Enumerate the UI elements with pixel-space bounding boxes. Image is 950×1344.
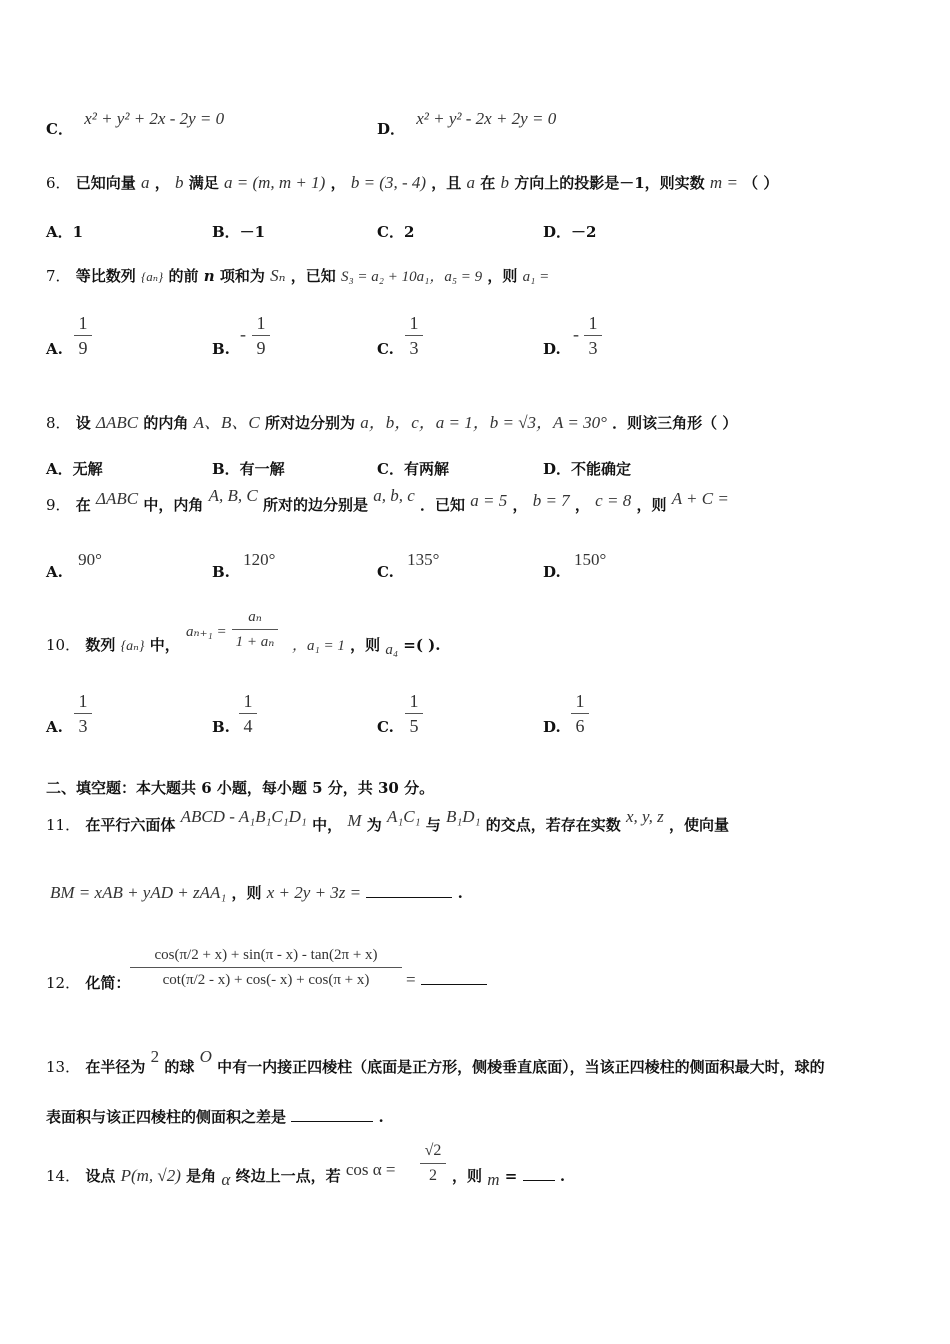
q8-option-b: B．有一解	[212, 460, 285, 478]
question-text: 满足	[188, 174, 219, 192]
question-number: 8．	[46, 414, 71, 432]
fraction-numerator: 1	[409, 313, 419, 333]
question-text: ，则	[350, 636, 381, 654]
math-expr: O	[199, 1047, 212, 1066]
q6-option-c: C．2	[377, 223, 415, 241]
q6-option-a: A．1	[46, 223, 84, 241]
question-text: 方向上的投影是－1，则实数	[514, 174, 705, 192]
q10-option-a-fraction	[74, 690, 92, 737]
question-text: ，	[512, 496, 528, 514]
math-expr: ，a₁ = 1	[292, 638, 345, 654]
fraction-denominator: 3	[409, 338, 419, 358]
fraction-denominator: 5	[409, 716, 419, 736]
question-text: ，则	[452, 1167, 483, 1185]
option-label: C．	[46, 120, 73, 138]
q5-option-d	[377, 109, 557, 138]
math-expr: =	[406, 970, 416, 989]
question-text: 与	[425, 816, 441, 834]
fraction-denominator: 9	[78, 338, 88, 358]
math-expr: {aₙ}	[120, 639, 145, 654]
math-expr: M	[347, 811, 362, 830]
fraction-denominator: 3	[78, 716, 88, 736]
answer-blank[interactable]	[291, 1121, 373, 1122]
math-expr: b = (3, - 4)	[350, 173, 427, 192]
q9-option-c	[377, 550, 440, 582]
question-number: 14．	[46, 1167, 81, 1185]
q9-option-a	[46, 550, 102, 582]
question-text: ．则该三角形（ ）	[612, 414, 738, 432]
question-text: 在平行六面体	[85, 816, 176, 834]
math-expr: m	[487, 1170, 500, 1189]
question-text: ，已知	[290, 267, 336, 285]
q10-option-b-label: B.	[212, 718, 230, 736]
question-text: （ ）	[743, 174, 779, 192]
fraction-numerator: aₙ	[248, 609, 262, 625]
question-text: 的前	[168, 267, 199, 285]
math-expr: S₃ = a₂ + 10a₁，a₅ = 9	[340, 269, 483, 285]
question-text: .	[457, 884, 463, 902]
question-number: 6．	[46, 174, 71, 192]
question-text: 项和为	[219, 267, 265, 285]
question-text: 数列	[85, 636, 116, 654]
math-expr: a，b，c，a = 1，b = √3，A = 30°	[360, 413, 607, 432]
section-heading: 二、填空题：本大题共 6 小题，每小题 5 分，共 30 分。	[46, 779, 435, 797]
question-number: 7．	[46, 267, 71, 285]
question-8	[46, 408, 737, 433]
question-text: 的内角	[143, 414, 189, 432]
question-text: 终边上一点，若	[235, 1167, 341, 1185]
fraction-numerator: cos(π/2 + x) + sin(π - x) - tan(2π + x)	[154, 947, 378, 963]
q5-option-c	[46, 109, 225, 138]
question-text: 中，内角	[143, 496, 204, 514]
math-expr: b = 7	[532, 491, 570, 510]
question-number: 9．	[46, 496, 71, 514]
option-value: 150°	[573, 550, 607, 569]
question-13	[46, 1047, 825, 1077]
math-expr: a	[466, 173, 476, 192]
question-text: .	[559, 1167, 566, 1185]
question-text: 的球	[164, 1058, 195, 1076]
answer-blank[interactable]	[421, 984, 487, 985]
option-label: C.	[377, 563, 394, 581]
q7-option-d-fraction	[584, 312, 602, 359]
q10-option-d-fraction	[571, 690, 589, 737]
math-expr: A、B、C	[193, 413, 260, 432]
q7-option-a-label: A.	[46, 340, 63, 358]
q7-option-c-label: C.	[377, 340, 394, 358]
question-text: 所对的边分别是	[262, 496, 368, 514]
q6-option-d: D．－2	[543, 223, 597, 241]
question-text: 在半径为	[85, 1058, 146, 1076]
question-text: 所对边分别为	[264, 414, 355, 432]
math-expr: x + 2y + 3z =	[266, 883, 362, 902]
math-expr: ΔABC	[96, 413, 139, 432]
option-math: x² + y² + 2x - 2y = 0	[84, 109, 225, 128]
question-text: 等比数列	[75, 267, 136, 285]
option-label: D.	[543, 563, 561, 581]
question-text: 在	[75, 496, 91, 514]
question-number: 11．	[46, 816, 81, 834]
question-number: 13．	[46, 1058, 81, 1076]
fraction-denominator: 6	[575, 716, 585, 736]
math-expr: Sₙ	[270, 266, 286, 285]
question-number: 12．	[46, 974, 81, 992]
question-text: ．已知	[419, 496, 465, 514]
question-number: 10．	[46, 636, 81, 654]
q12-expression-fraction	[130, 944, 402, 991]
q6-option-b: B．－1	[212, 223, 266, 241]
math-expr: m =	[709, 173, 738, 192]
question-text: =	[504, 1167, 518, 1185]
q10-recurrence-fraction	[232, 606, 278, 653]
math-expr: A₁C₁	[386, 807, 421, 826]
q9-option-b	[212, 550, 276, 582]
question-text: ，则	[636, 496, 667, 514]
question-text: 中，	[149, 636, 180, 654]
q7-option-a-fraction	[74, 312, 92, 359]
answer-blank[interactable]	[366, 897, 452, 898]
fraction-denominator: cot(π/2 - x) + cos(- x) + cos(π + x)	[162, 972, 370, 988]
q9-option-d	[543, 550, 607, 582]
question-text: 是角	[186, 1167, 217, 1185]
math-expr: a = 5	[470, 491, 508, 510]
question-text: 在	[480, 174, 496, 192]
math-expr: {aₙ}	[141, 269, 164, 284]
math-expr: A + C =	[671, 489, 729, 508]
fraction-denominator: 9	[256, 338, 266, 358]
question-text: ，使向量	[669, 816, 730, 834]
question-text: n	[203, 267, 215, 285]
question-10-tail	[292, 634, 441, 658]
math-expr: P(m, √2)	[120, 1166, 181, 1185]
question-text: 中，	[312, 816, 343, 834]
fraction-numerator: √2	[424, 1142, 442, 1159]
question-text: 为	[366, 816, 382, 834]
option-value: 135°	[407, 550, 440, 569]
fraction-numerator: 1	[243, 691, 253, 711]
math-expr: α	[221, 1170, 231, 1189]
fraction-numerator: 1	[575, 691, 585, 711]
fraction-numerator: 1	[78, 691, 88, 711]
question-text: 表面积与该正四棱柱的侧面积之差是	[46, 1108, 287, 1126]
question-12-answer	[406, 970, 487, 990]
question-9	[46, 486, 729, 515]
question-text: ，	[154, 174, 170, 192]
math-expr: A, B, C	[208, 486, 258, 505]
math-expr: c = 8	[595, 491, 632, 510]
q10-option-c-label: C.	[377, 718, 394, 736]
question-6	[46, 172, 778, 193]
q8-option-a: A．无解	[46, 460, 103, 478]
q10-option-b-fraction	[239, 690, 257, 737]
question-13-line2	[46, 1106, 384, 1127]
math-expr: a₄	[385, 642, 399, 658]
q8-option-c: C．有两解	[377, 460, 449, 478]
option-label: A.	[46, 563, 63, 581]
fraction-numerator: 1	[78, 313, 88, 333]
option-value: 120°	[243, 550, 276, 569]
fraction-denominator: 4	[243, 716, 253, 736]
answer-blank[interactable]	[523, 1180, 555, 1181]
math-expr: BM = xAB + yAD + zAA₁	[50, 883, 227, 902]
math-expr: b	[175, 173, 184, 192]
math-expr: a	[141, 173, 150, 192]
question-7	[46, 265, 549, 286]
question-text: ，且	[431, 174, 462, 192]
question-text: ，	[330, 174, 346, 192]
q10-recurrence-lhs	[186, 622, 227, 641]
question-14-tail	[452, 1165, 566, 1189]
minus-sign: -	[240, 324, 246, 344]
question-text: 的交点，若存在实数	[485, 816, 621, 834]
math-expr: a, b, c	[373, 486, 415, 505]
q7-option-c-fraction	[405, 312, 423, 359]
question-text: 化简：	[85, 974, 131, 992]
math-expr: x, y, z	[625, 807, 664, 826]
question-10	[46, 634, 180, 655]
fraction-denominator: 1 + aₙ	[235, 634, 275, 650]
fraction-numerator: 1	[256, 313, 266, 333]
math-expr: aₙ₊₁ =	[186, 624, 227, 640]
question-text: 已知向量	[75, 174, 136, 192]
question-11-line2	[50, 882, 463, 903]
fraction-denominator: 3	[588, 338, 598, 358]
q7-option-b-fraction	[252, 312, 270, 359]
math-expr: B₁D₁	[446, 807, 481, 826]
math-expr: cos α =	[345, 1160, 396, 1179]
option-math: x² + y² - 2x + 2y = 0	[416, 109, 557, 128]
q10-option-d-label: D.	[543, 718, 561, 736]
fraction-numerator: 1	[588, 313, 598, 333]
fraction-numerator: 1	[409, 691, 419, 711]
question-text: 中有一内接正四棱柱（底面是正方形，侧棱垂直底面），当该正四棱柱的侧面积最大时，球的	[217, 1058, 825, 1076]
question-text: .	[378, 1108, 384, 1126]
option-value: 90°	[78, 550, 102, 569]
math-expr: a = (m, m + 1)	[224, 173, 326, 192]
question-text: ，则	[231, 884, 262, 902]
math-expr: b	[500, 173, 509, 192]
minus-sign: -	[573, 324, 579, 344]
question-11	[46, 807, 730, 835]
question-text: 设	[75, 414, 91, 432]
math-expr: 2	[150, 1047, 160, 1066]
q7-option-b-label: B.	[212, 340, 230, 358]
q10-option-c-fraction	[405, 690, 423, 737]
math-expr: a₁ =	[522, 269, 550, 285]
math-expr: ABCD - A₁B₁C₁D₁	[180, 807, 307, 826]
question-text: ，则	[487, 267, 518, 285]
question-text: 设点	[85, 1167, 116, 1185]
math-expr: ΔABC	[96, 489, 139, 508]
question-14	[46, 1160, 396, 1189]
fraction-denominator: 2	[429, 1167, 437, 1184]
question-text: ，	[574, 496, 590, 514]
q10-option-a-label: A.	[46, 718, 63, 736]
q7-option-d-label: D.	[543, 340, 561, 358]
option-label: D．	[377, 120, 406, 138]
q14-cos-fraction	[420, 1140, 446, 1187]
question-12	[46, 972, 130, 993]
question-text: =( ).	[403, 636, 441, 654]
q8-option-d: D．不能确定	[543, 460, 632, 478]
option-label: B.	[212, 563, 230, 581]
